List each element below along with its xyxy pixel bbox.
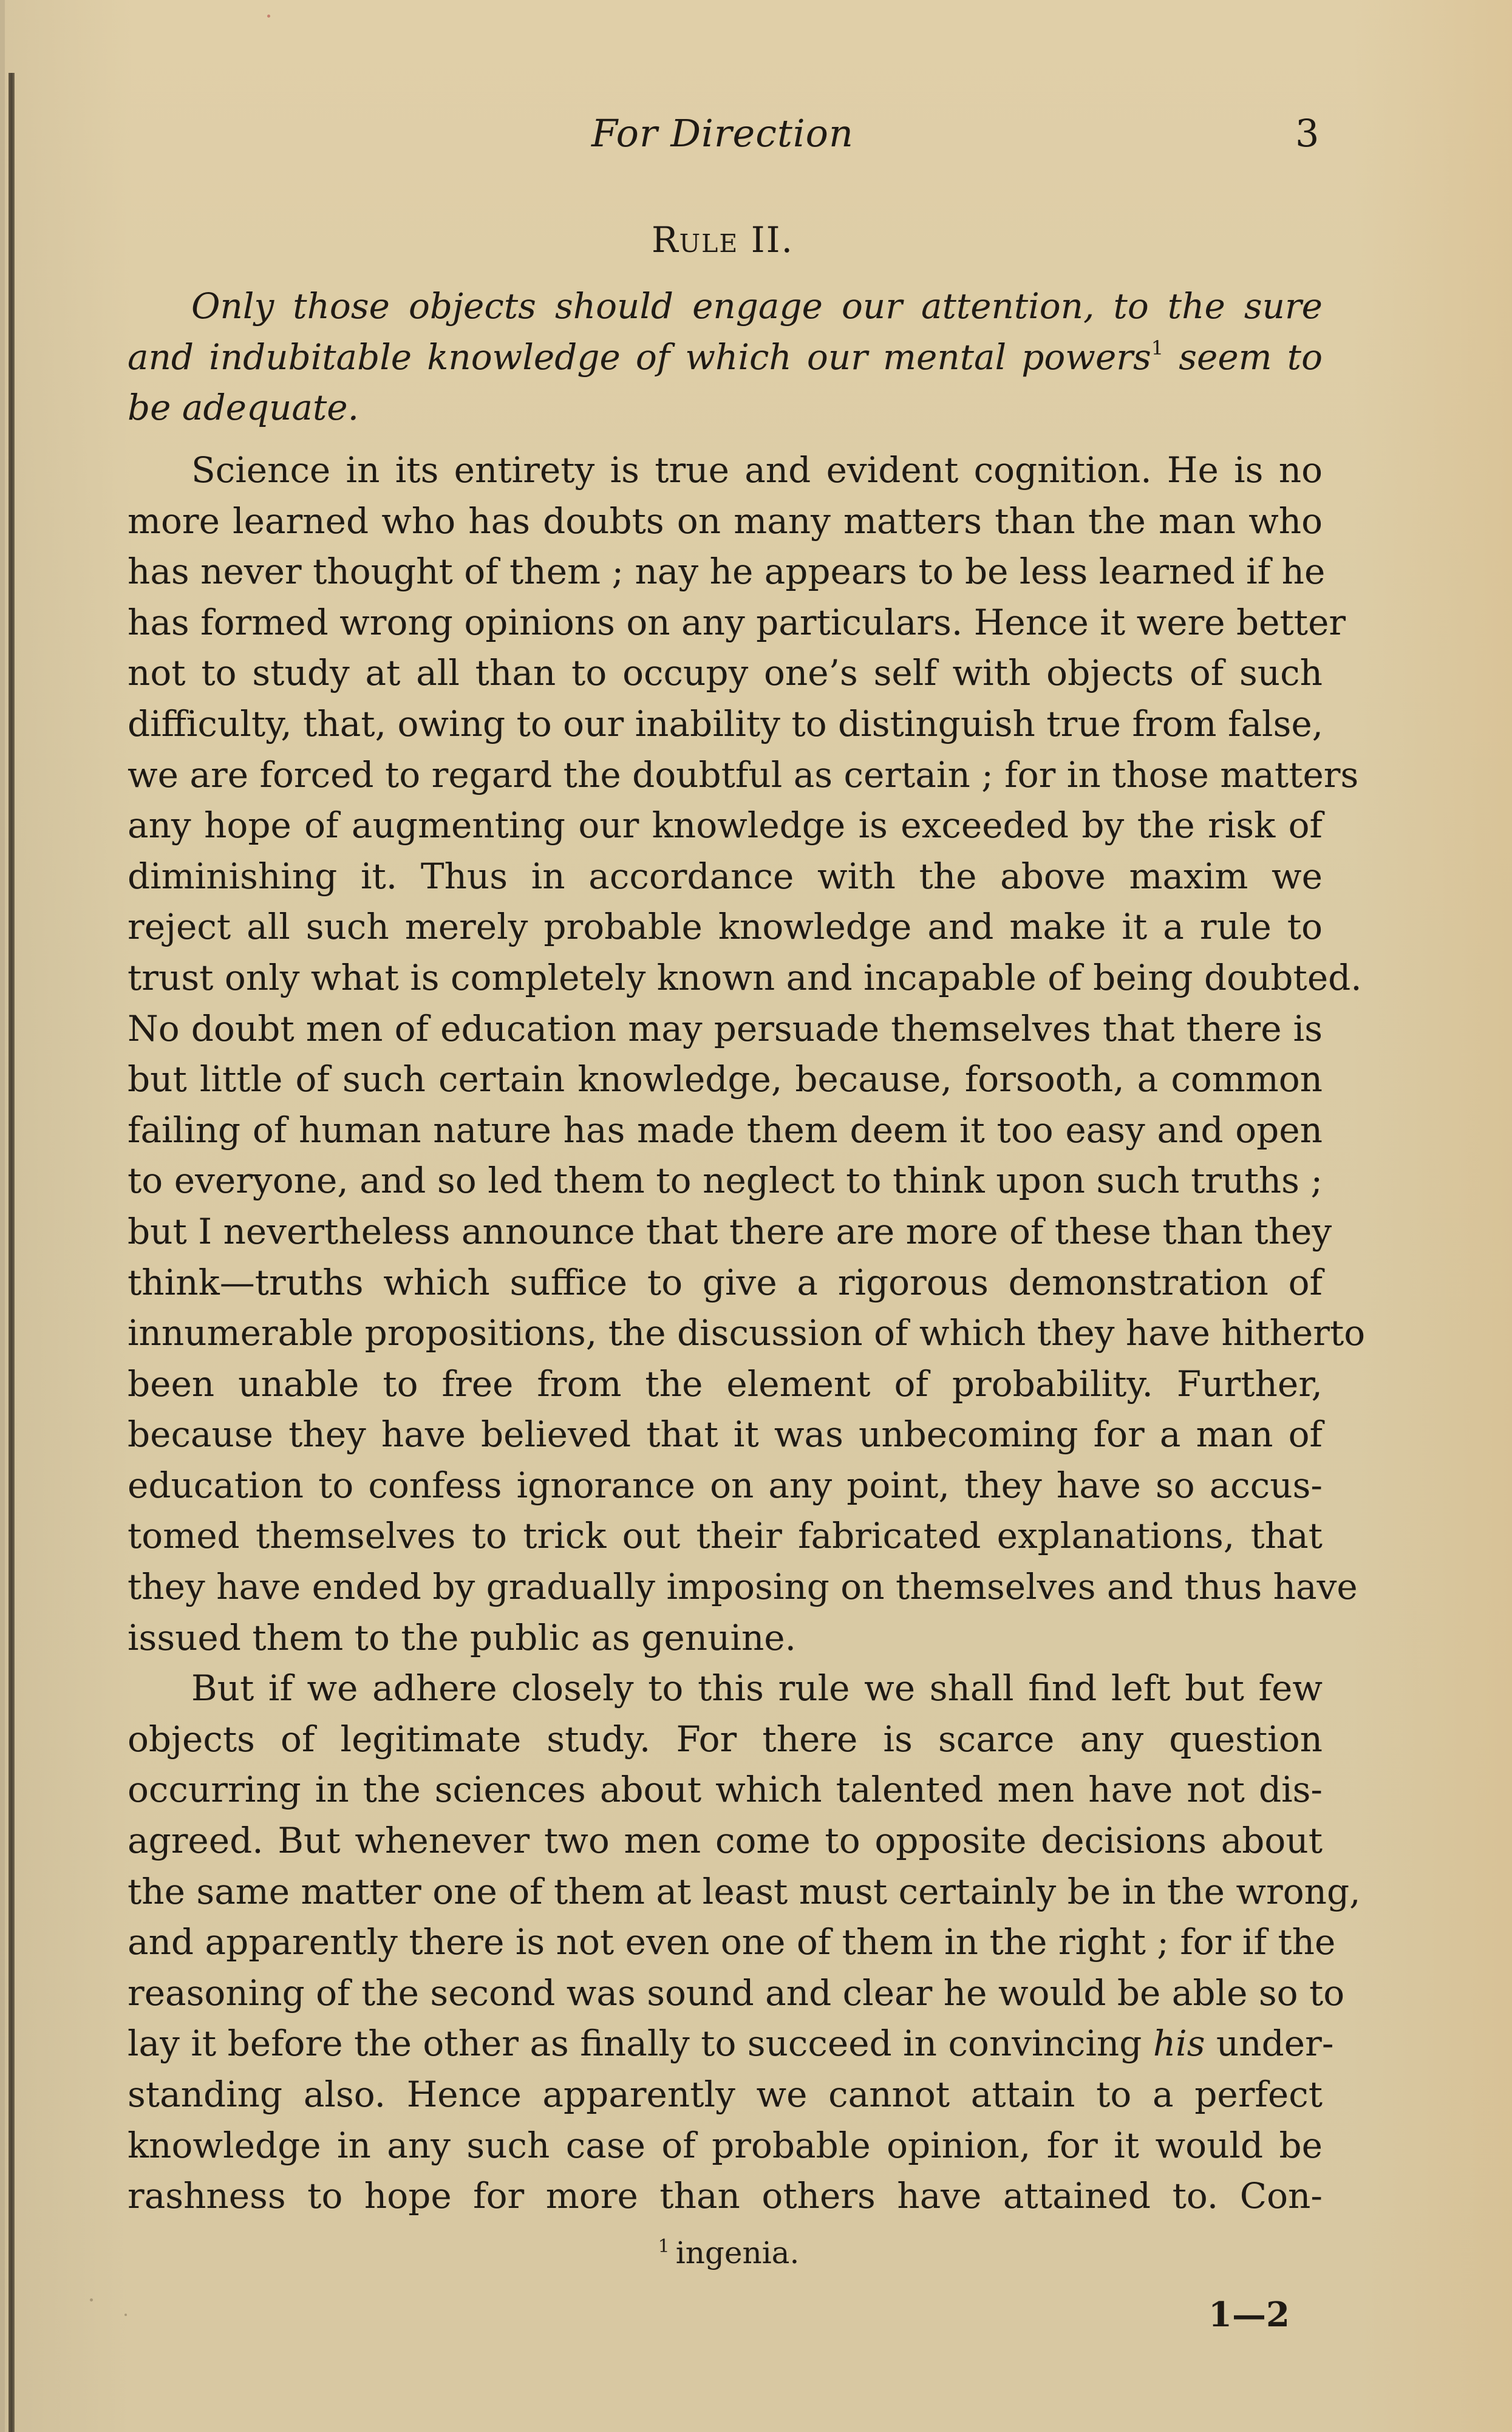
footnote-text: ingenia. <box>675 2235 800 2270</box>
text-line: agreed. But whenever two men come to opposite decisions about <box>128 1820 1323 1862</box>
text-line: diminishing it. Thus in accordance with the above maxim we <box>128 855 1323 897</box>
text-line: to everyone, and so led them to neglect to think upon such truths ; <box>128 1160 1323 1202</box>
paper-speck <box>90 2298 93 2301</box>
paper-speck <box>124 2314 127 2316</box>
text-line: knowledge in any such case of probable opinion, for it would be <box>128 2124 1323 2166</box>
text-line: objects of legitimate study. For there is scarce any question <box>128 1718 1323 1760</box>
text-line: reasoning of the second was sound and clear he would be able so to <box>128 1972 1345 2014</box>
text-line: think—truths which suffice to give a rigorous demonstration of <box>128 1261 1323 1303</box>
text-line: and apparently there is not even one of them in the right ; for if the <box>128 1921 1336 1963</box>
text-line: been unable to free from the element of probability. Further, <box>128 1363 1323 1405</box>
text-line: they have ended by gradually imposing on themselves and thus have <box>128 1566 1358 1608</box>
page-edge-shadow <box>0 0 5 2432</box>
rule-heading: Rule II. <box>651 219 794 261</box>
paper-speck <box>267 15 270 18</box>
text-line: failing of human nature has made them deem it too easy and open <box>128 1109 1323 1151</box>
text-line-end: under- <box>1205 2023 1334 2065</box>
footnote <box>0 2232 1457 2274</box>
text-line: issued them to the public as genuine. <box>128 1616 797 1658</box>
text-line: but I nevertheless announce that there are more of these than they <box>128 1210 1332 1252</box>
body-text <box>128 445 1366 2222</box>
text-line: because they have believed that it was unbecoming for a man of <box>128 1414 1323 1456</box>
emphasized-word: his <box>1153 2023 1205 2065</box>
text-line-start: lay it before the other as finally to succeed in convincing <box>128 2023 1153 2065</box>
text-line: occurring in the sciences about which talented men have not dis- <box>128 1769 1323 1811</box>
text-line: the same matter one of them at least must certainly be in the wrong, <box>128 1870 1361 1912</box>
text-line: reject all such merely probable knowledge and make it a rule to <box>128 906 1323 948</box>
signature-mark: 1—2 <box>1208 2295 1290 2335</box>
running-title: For Direction <box>591 111 854 155</box>
rule-statement <box>128 281 1323 434</box>
binding-edge <box>9 73 15 2432</box>
text-line: trust only what is completely known and incapable of being doubted. <box>128 956 1362 998</box>
text-line: more learned who has doubts on many matters than the man who <box>128 500 1323 542</box>
text-line: standing also. Hence apparently we cannot attain to a perfect <box>128 2074 1323 2115</box>
footnote-marker: 1 <box>658 2236 670 2257</box>
running-head <box>0 109 1512 158</box>
text-line: any hope of augmenting our knowledge is exceeded by the risk of <box>128 805 1323 846</box>
page-number: 3 <box>1295 111 1320 155</box>
text-line: but little of such certain knowledge, because, forsooth, a common <box>128 1058 1323 1100</box>
text-line: has formed wrong opinions on any particulars. Hence it were better <box>128 601 1346 643</box>
rule-statement-tail: seem to be adequate. <box>128 336 1323 428</box>
text-line <box>128 2018 1334 2069</box>
rule-statement-text: Only those objects should engage our attention, to the sure and indubitable knowledge of which our mental powers <box>128 285 1323 378</box>
text-line: difficulty, that, owing to our inability to distinguish true from false, <box>128 703 1324 744</box>
footnote-reference[interactable]: 1 <box>1151 336 1164 359</box>
text-line: Science in its entirety is true and evident cognition. He is no <box>191 449 1323 491</box>
text-line: No doubt men of education may persuade themselves that there is <box>128 1007 1323 1049</box>
text-line: we are forced to regard the doubtful as certain ; for in those matters <box>128 754 1359 795</box>
text-line: not to study at all than to occupy one’s self with objects of such <box>128 652 1323 694</box>
text-line: rashness to hope for more than others have attained to. Con- <box>128 2175 1323 2217</box>
text-line: But if we adhere closely to this rule we shall find left but few <box>191 1667 1323 1709</box>
text-line: education to confess ignorance on any point, they have so accus- <box>128 1464 1323 1506</box>
text-line: tomed themselves to trick out their fabricated explanations, that <box>128 1515 1323 1557</box>
text-line: innumerable propositions, the discussion of which they have hitherto <box>128 1312 1366 1354</box>
text-line: has never thought of them ; nay he appears to be less learned if he <box>128 551 1326 593</box>
